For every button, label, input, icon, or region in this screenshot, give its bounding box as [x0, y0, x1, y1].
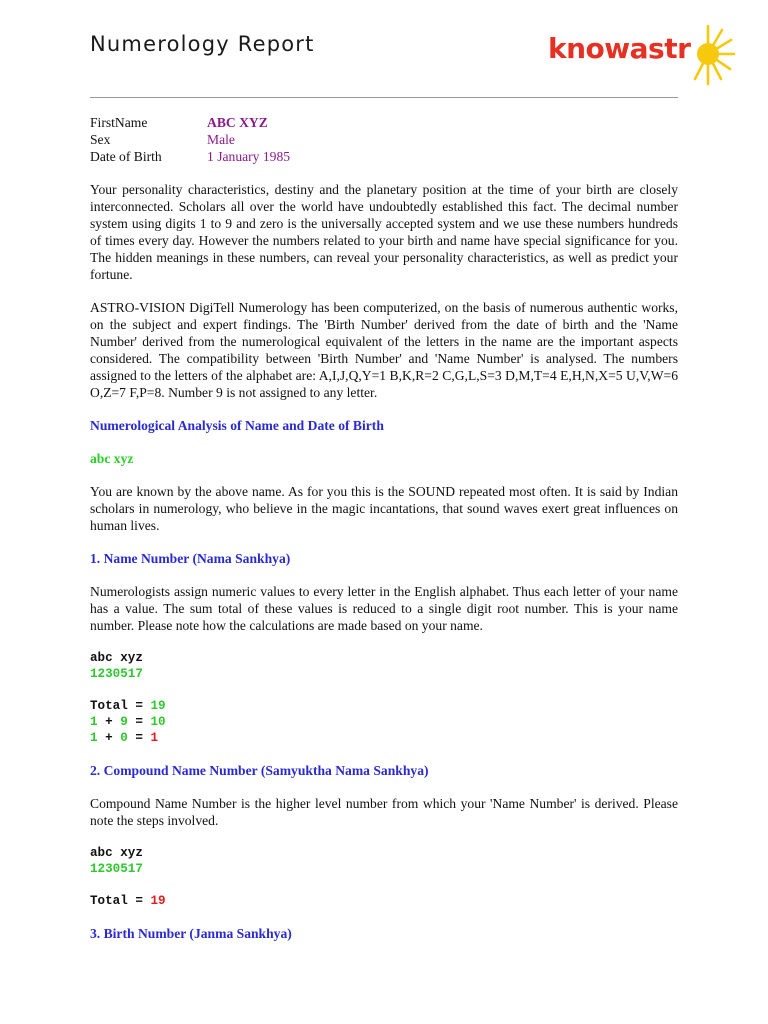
sun-icon: [684, 24, 736, 86]
calc-step1: 1 + 9 = 10: [90, 715, 166, 729]
calc-digits: 1230517: [90, 667, 143, 681]
compound-calc-digits: 1230517: [90, 862, 143, 876]
compound-total-line: Total = 19: [90, 894, 166, 908]
calc-total-line: Total = 19: [90, 699, 166, 713]
analysis-heading: Numerological Analysis of Name and Date of Birth: [90, 418, 384, 433]
name-number-result: 1: [150, 731, 159, 745]
calc-name: abc xyz: [90, 651, 143, 665]
name-number-heading: 1. Name Number (Nama Sankhya): [90, 551, 291, 566]
report-title: Numerology Report: [90, 32, 315, 56]
compound-calc: [90, 845, 678, 909]
analysis-name: abc xyz: [90, 451, 134, 466]
compound-calc-name: abc xyz: [90, 846, 143, 860]
compound-total: 19: [150, 894, 166, 908]
compound-heading: 2. Compound Name Number (Samyuktha Nama Sankhya): [90, 763, 429, 778]
intro-paragraph: Your personality characteristics, destiny and the planetary position at the time of your birth are closely interconnected. Scholars all over the world have undoubtedly established this fact. The decimal number system using digits 1 to 9 and zero is the universally accepted system and we use these numbers hundreds of times every day. However the numbers related to your birth and name have special significance for you. The hidden meanings in these numbers, can reveal your personality characteristics, as well as predict your fortune.: [90, 182, 678, 282]
report-body: [90, 114, 678, 942]
method-paragraph: ASTRO-VISION DigiTell Numerology has been computerized, on the basis of numerous authentic works, on the subject and expert findings. The 'Birth Number' derived from the date of birth and the 'Name Number' derived from the numerological equivalent of the letters in the name are the important aspects considered. The compatibility between 'Birth Number' and 'Name Number' is analysed. The numbers assigned to the letters of the alphabet are: A,I,J,Q,Y=1 B,K,R=2 C,G,L,S=3 D,M,T=4 E,H,N,X=5 U,V,W=6 O,Z=7 F,P=8. Number 9 is not assigned to any letter.: [90, 300, 678, 400]
logo-text: knowastr: [548, 32, 691, 65]
analysis-paragraph: You are known by the above name. As for you this is the SOUND repeated most often. It is said by Indian scholars in numerology, who believe in the magic incantations, that sound waves exert great influences on human lives.: [90, 484, 678, 533]
personal-info: [90, 114, 678, 165]
sex-label: Sex: [90, 132, 111, 147]
sex-value: Male: [207, 132, 235, 147]
birth-number-heading: 3. Birth Number (Janma Sankhya): [90, 926, 292, 941]
compound-paragraph: Compound Name Number is the higher level number from which your 'Name Number' is derived. Please note the steps involved.: [90, 796, 678, 828]
firstname-label: FirstName: [90, 115, 148, 130]
dob-value: 1 January 1985: [207, 149, 291, 164]
firstname-value: ABC XYZ: [207, 115, 268, 130]
knowastro-logo: [546, 24, 736, 86]
name-number-calc: [90, 650, 678, 746]
header-divider: [90, 97, 678, 98]
name-number-paragraph: Numerologists assign numeric values to every letter in the English alphabet. Thus each letter of your name has a value. The sum total of these values is reduced to a single digit root number. This is your name number. Please note how the calculations are made based on your name.: [90, 584, 678, 633]
dob-label: Date of Birth: [90, 149, 162, 164]
calc-step2: 1 + 0 = 1: [90, 731, 159, 745]
calc-total: 19: [150, 699, 166, 713]
